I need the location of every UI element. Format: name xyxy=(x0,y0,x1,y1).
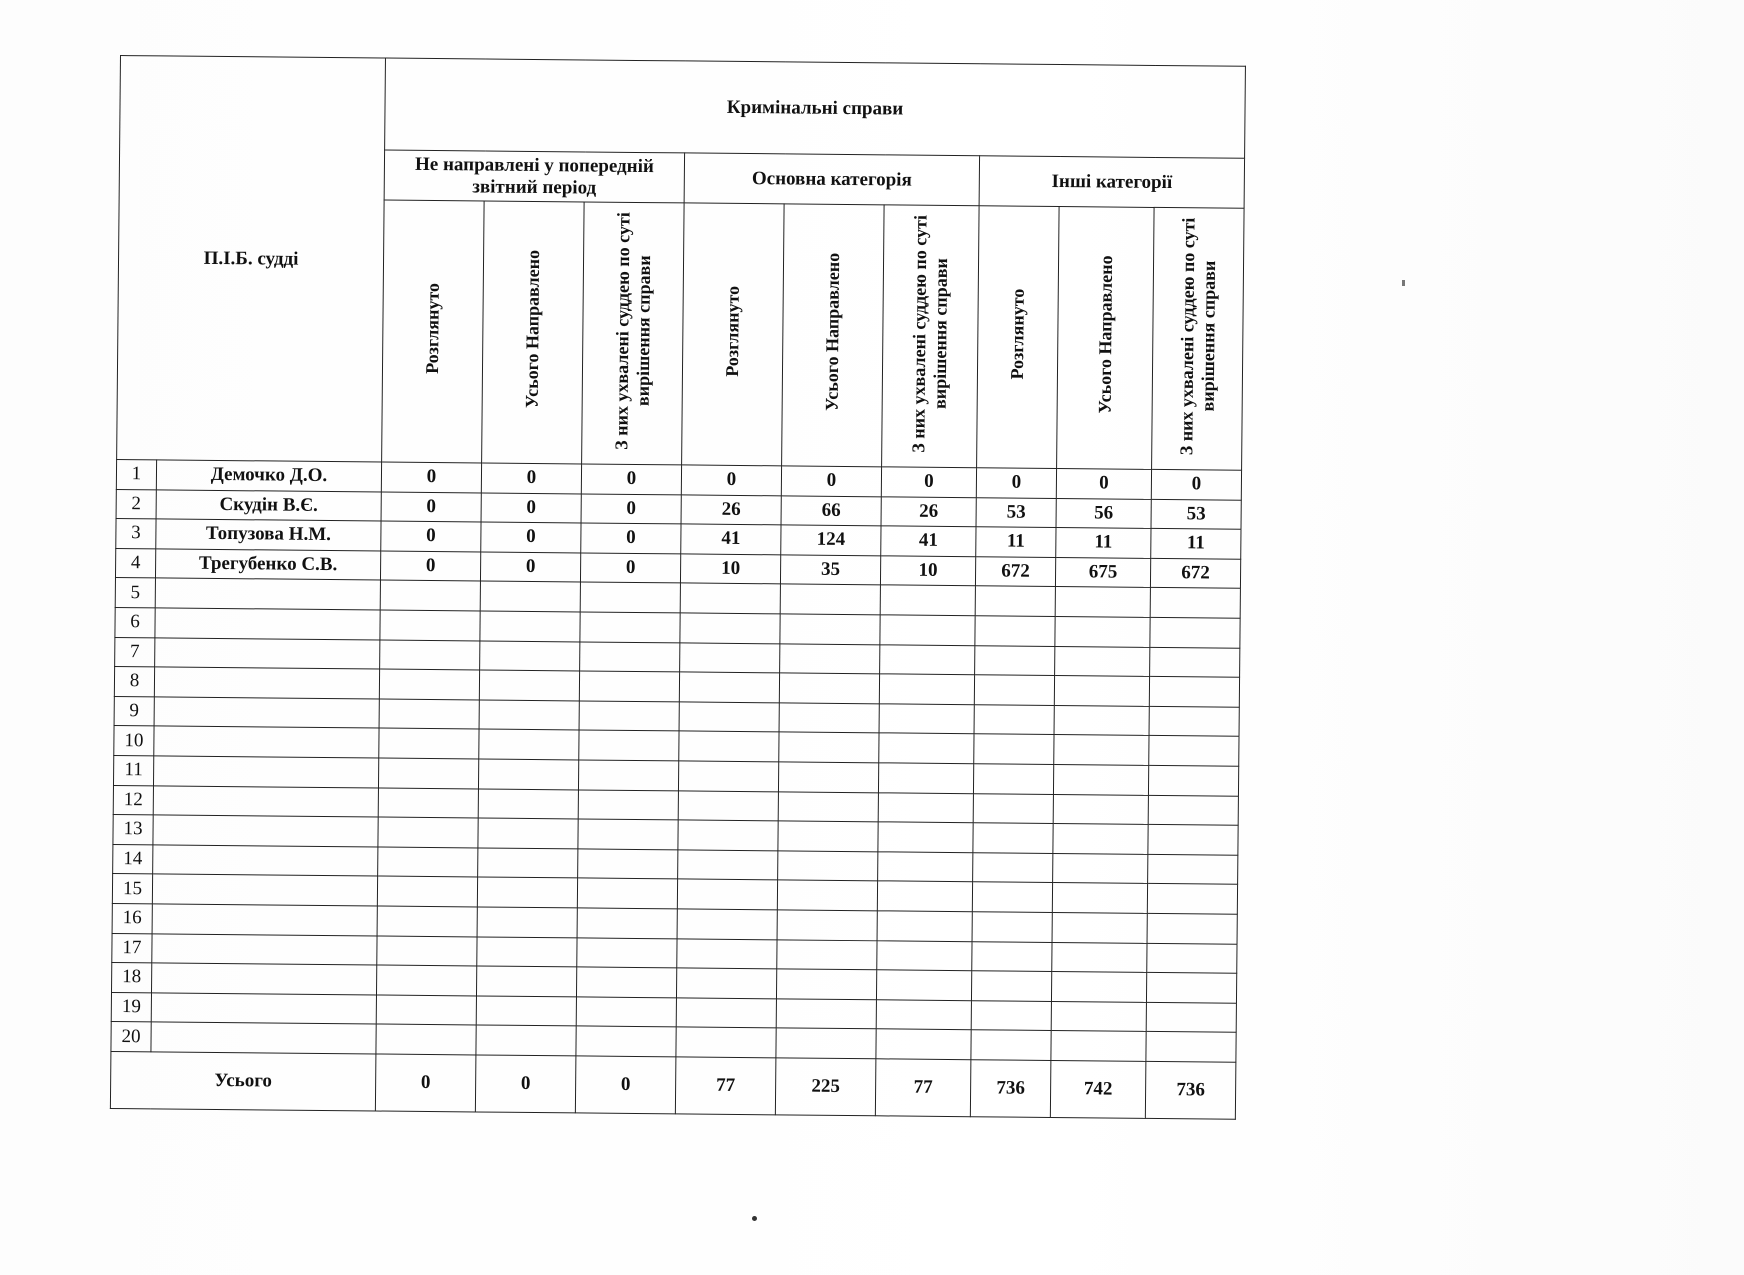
value-cell: 0 xyxy=(480,552,580,583)
value-cell xyxy=(1052,942,1147,973)
value-cell xyxy=(1051,972,1146,1003)
sub-header-label: Усього Направлено xyxy=(821,253,844,412)
value-cell xyxy=(678,790,778,821)
value-cell xyxy=(378,788,478,819)
value-cell xyxy=(974,734,1054,764)
value-cell xyxy=(880,644,975,675)
value-cell: 53 xyxy=(976,497,1056,527)
judge-name-cell xyxy=(152,904,377,936)
value-cell xyxy=(877,881,972,912)
row-index: 5 xyxy=(115,578,155,608)
value-cell: 0 xyxy=(481,493,581,524)
group-header-1: Основна категорія xyxy=(684,153,979,206)
value-cell xyxy=(1148,795,1238,825)
value-cell xyxy=(1149,677,1239,707)
value-cell xyxy=(974,704,1054,734)
value-cell: 0 xyxy=(381,492,481,523)
judge-name-cell xyxy=(152,874,377,906)
row-index: 19 xyxy=(111,992,151,1022)
value-cell xyxy=(1052,883,1147,914)
value-cell xyxy=(779,732,879,763)
value-cell xyxy=(876,1029,971,1060)
value-cell xyxy=(678,850,778,881)
value-cell xyxy=(576,1026,676,1057)
table-body xyxy=(111,459,1242,1062)
value-cell xyxy=(1146,1002,1236,1032)
value-cell xyxy=(676,1027,776,1058)
row-index: 14 xyxy=(113,844,153,874)
value-cell xyxy=(676,998,776,1029)
total-cell: 77 xyxy=(875,1059,971,1117)
judge-name-cell xyxy=(151,993,376,1025)
value-cell xyxy=(973,823,1053,853)
value-cell: 0 xyxy=(681,465,781,496)
value-cell xyxy=(878,822,973,853)
row-index: 17 xyxy=(112,933,152,963)
value-cell xyxy=(780,614,880,645)
value-cell: 0 xyxy=(481,522,581,553)
value-cell xyxy=(971,1030,1051,1060)
value-cell xyxy=(378,847,478,878)
value-cell xyxy=(776,1028,876,1059)
value-cell xyxy=(778,821,878,852)
total-cell: 225 xyxy=(775,1058,876,1116)
judge-name-cell xyxy=(152,933,377,965)
sub-header-reviewed xyxy=(382,200,485,463)
value-cell: 11 xyxy=(1056,528,1151,559)
sub-header-label: Усього Направлено xyxy=(1094,255,1116,415)
row-index: 15 xyxy=(112,874,152,904)
row-index: 20 xyxy=(111,1022,151,1052)
value-cell xyxy=(680,642,780,673)
value-cell xyxy=(879,704,974,735)
sub-header-label: Усього Направлено xyxy=(521,250,544,409)
value-cell xyxy=(1150,588,1240,618)
value-cell xyxy=(1054,676,1149,707)
value-cell xyxy=(1150,647,1240,677)
value-cell xyxy=(476,1025,576,1056)
value-cell xyxy=(380,580,480,611)
value-cell xyxy=(1053,794,1148,825)
value-cell xyxy=(778,762,878,793)
value-cell: 0 xyxy=(581,523,681,554)
value-cell xyxy=(579,730,679,761)
sub-header-label: Розглянуто xyxy=(421,282,443,375)
total-cell: 0 xyxy=(475,1055,576,1113)
scan-speck-mark xyxy=(1402,280,1405,286)
value-cell xyxy=(679,672,779,703)
value-cell xyxy=(878,792,973,823)
value-cell xyxy=(1149,706,1239,736)
value-cell xyxy=(879,733,974,764)
value-cell xyxy=(578,789,678,820)
value-cell xyxy=(676,968,776,999)
judge-name-cell: Скудін В.Є. xyxy=(156,489,381,521)
sub-header-label: З них ухвалені суддею по суті вирішення справи xyxy=(908,214,952,453)
value-cell: 35 xyxy=(780,555,880,586)
value-cell xyxy=(780,584,880,615)
value-cell xyxy=(579,671,679,702)
judge-name-header: П.І.Б. судді xyxy=(117,56,386,463)
value-cell: 0 xyxy=(581,464,681,495)
value-cell xyxy=(777,939,877,970)
value-cell xyxy=(1147,943,1237,973)
row-index: 12 xyxy=(113,785,153,815)
value-cell: 26 xyxy=(881,496,976,527)
value-cell: 0 xyxy=(1151,469,1241,499)
value-cell xyxy=(479,670,579,701)
value-cell xyxy=(376,995,476,1026)
value-cell xyxy=(878,852,973,883)
value-cell xyxy=(1148,765,1238,795)
value-cell xyxy=(880,615,975,646)
value-cell: 0 xyxy=(976,468,1056,498)
value-cell xyxy=(477,936,577,967)
value-cell xyxy=(379,669,479,700)
value-cell: 0 xyxy=(580,553,680,584)
sub-header-sent xyxy=(1057,207,1155,470)
value-cell xyxy=(973,852,1053,882)
total-cell: 736 xyxy=(970,1060,1051,1118)
judge-name-cell: Демочко Д.О. xyxy=(156,460,381,492)
value-cell xyxy=(580,612,680,643)
value-cell: 66 xyxy=(781,495,881,526)
value-cell xyxy=(776,969,876,1000)
judge-name-cell xyxy=(155,608,380,640)
value-cell xyxy=(577,878,677,909)
value-cell xyxy=(878,763,973,794)
sub-header-label: З них ухвалені суддею по суті вирішення справи xyxy=(610,211,654,450)
value-cell xyxy=(972,882,1052,912)
value-cell xyxy=(579,701,679,732)
value-cell xyxy=(677,909,777,940)
judge-name-cell xyxy=(154,726,379,758)
value-cell xyxy=(480,581,580,612)
value-cell xyxy=(1148,854,1238,884)
value-cell xyxy=(1146,972,1236,1002)
value-cell xyxy=(478,818,578,849)
value-cell xyxy=(779,673,879,704)
total-cell: 742 xyxy=(1050,1060,1146,1118)
value-cell xyxy=(877,911,972,942)
value-cell xyxy=(876,970,971,1001)
sub-header-label: Розглянуто xyxy=(1006,288,1028,380)
value-cell xyxy=(377,876,477,907)
value-cell xyxy=(577,908,677,939)
value-cell xyxy=(1055,646,1150,677)
value-cell xyxy=(380,610,480,641)
row-index: 13 xyxy=(113,815,153,845)
value-cell xyxy=(576,997,676,1028)
value-cell xyxy=(880,585,975,616)
value-cell xyxy=(679,702,779,733)
value-cell xyxy=(876,999,971,1030)
row-index: 2 xyxy=(116,489,156,519)
value-cell xyxy=(972,912,1052,942)
sub-header-reviewed xyxy=(977,206,1060,469)
row-index: 7 xyxy=(115,637,155,667)
value-cell xyxy=(776,999,876,1030)
value-cell xyxy=(580,642,680,673)
value-cell xyxy=(680,613,780,644)
sub-header-decided xyxy=(1152,207,1245,470)
value-cell xyxy=(480,641,580,672)
judge-name-cell: Трегубенко С.В. xyxy=(155,549,380,581)
value-cell: 0 xyxy=(781,466,881,497)
value-cell xyxy=(578,760,678,791)
value-cell xyxy=(476,996,576,1027)
row-index: 18 xyxy=(112,963,152,993)
row-index: 9 xyxy=(114,696,154,726)
value-cell xyxy=(975,616,1055,646)
value-cell xyxy=(777,910,877,941)
value-cell: 11 xyxy=(1151,529,1241,559)
value-cell: 41 xyxy=(881,526,976,557)
judge-name-cell xyxy=(152,963,377,995)
group-header-2: Інші категорії xyxy=(979,156,1244,209)
sub-header-label: З них ухвалені суддею по суті вирішення справи xyxy=(1175,216,1219,455)
value-cell: 0 xyxy=(481,463,581,494)
value-cell xyxy=(1051,1031,1146,1062)
value-cell xyxy=(377,936,477,967)
value-cell xyxy=(1053,824,1148,855)
value-cell xyxy=(577,937,677,968)
value-cell: 11 xyxy=(976,527,1056,557)
row-index: 16 xyxy=(112,903,152,933)
judge-name-cell xyxy=(153,845,378,877)
value-cell xyxy=(778,791,878,822)
value-cell xyxy=(680,583,780,614)
value-cell: 10 xyxy=(880,556,975,587)
value-cell: 10 xyxy=(680,554,780,585)
judge-name-cell xyxy=(155,578,380,610)
value-cell: 672 xyxy=(975,557,1055,587)
value-cell xyxy=(379,699,479,730)
value-cell xyxy=(478,759,578,790)
value-cell: 0 xyxy=(581,494,681,525)
value-cell xyxy=(477,907,577,938)
value-cell xyxy=(1054,735,1149,766)
group-header-0: Не направлені у попередній звітний період xyxy=(384,150,684,203)
judge-name-cell xyxy=(153,785,378,817)
value-cell xyxy=(779,703,879,734)
row-index: 10 xyxy=(114,726,154,756)
row-index: 4 xyxy=(115,548,155,578)
value-cell: 56 xyxy=(1056,498,1151,529)
value-cell: 53 xyxy=(1151,499,1241,529)
value-cell xyxy=(1149,736,1239,766)
value-cell xyxy=(975,586,1055,616)
value-cell xyxy=(578,819,678,850)
value-cell xyxy=(971,971,1051,1001)
value-cell xyxy=(1150,617,1240,647)
value-cell xyxy=(1051,1001,1146,1032)
value-cell xyxy=(777,880,877,911)
value-cell xyxy=(379,728,479,759)
value-cell: 0 xyxy=(1056,469,1151,500)
value-cell xyxy=(1147,913,1237,943)
value-cell xyxy=(973,793,1053,823)
row-index: 3 xyxy=(116,519,156,549)
value-cell xyxy=(480,611,580,642)
value-cell xyxy=(378,758,478,789)
sub-header-reviewed xyxy=(682,203,785,466)
value-cell xyxy=(1055,587,1150,618)
value-cell xyxy=(376,1024,476,1055)
value-cell xyxy=(1052,912,1147,943)
sub-header-sent xyxy=(782,204,885,467)
value-cell xyxy=(477,877,577,908)
total-label: Усього xyxy=(110,1051,376,1111)
judge-name-cell xyxy=(153,815,378,847)
value-cell xyxy=(677,938,777,969)
row-index: 6 xyxy=(115,607,155,637)
value-cell: 26 xyxy=(681,495,781,526)
value-cell xyxy=(377,906,477,937)
row-index: 11 xyxy=(113,755,153,785)
value-cell: 672 xyxy=(1150,558,1240,588)
value-cell xyxy=(1053,764,1148,795)
value-cell: 41 xyxy=(681,524,781,555)
value-cell xyxy=(377,965,477,996)
row-index: 1 xyxy=(116,459,156,489)
value-cell xyxy=(1148,825,1238,855)
scan-dot-mark xyxy=(752,1216,757,1221)
total-cell: 0 xyxy=(375,1054,476,1112)
value-cell: 0 xyxy=(881,467,976,498)
value-cell xyxy=(478,789,578,820)
sub-header-decided xyxy=(882,205,980,468)
value-cell xyxy=(975,645,1055,675)
total-cell: 0 xyxy=(575,1056,676,1114)
value-cell xyxy=(380,640,480,671)
value-cell xyxy=(580,582,680,613)
sub-header-sent xyxy=(482,201,585,464)
main-header: Кримінальні справи xyxy=(385,58,1246,158)
value-cell: 0 xyxy=(381,462,481,493)
criminal-cases-table xyxy=(110,55,1246,1120)
judge-name-cell xyxy=(153,756,378,788)
value-cell xyxy=(576,967,676,998)
value-cell xyxy=(974,675,1054,705)
judge-name-cell xyxy=(151,1022,376,1054)
value-cell xyxy=(1054,705,1149,736)
judge-name-cell xyxy=(155,637,380,669)
value-cell xyxy=(778,851,878,882)
value-cell xyxy=(1147,884,1237,914)
total-cell: 77 xyxy=(675,1057,776,1115)
sub-header-decided xyxy=(582,202,685,465)
value-cell xyxy=(378,817,478,848)
value-cell: 124 xyxy=(781,525,881,556)
total-row xyxy=(110,1051,1236,1119)
value-cell xyxy=(678,761,778,792)
value-cell xyxy=(1053,853,1148,884)
value-cell xyxy=(678,820,778,851)
value-cell: 675 xyxy=(1055,557,1150,588)
value-cell xyxy=(971,1000,1051,1030)
value-cell xyxy=(578,849,678,880)
judge-name-cell xyxy=(154,697,379,729)
sub-header-label: Розглянуто xyxy=(721,285,743,377)
value-cell xyxy=(1055,616,1150,647)
judge-name-cell xyxy=(154,667,379,699)
value-cell xyxy=(877,940,972,971)
value-cell xyxy=(679,731,779,762)
value-cell xyxy=(479,729,579,760)
value-cell xyxy=(1146,1032,1236,1062)
total-cell: 736 xyxy=(1145,1061,1236,1119)
value-cell xyxy=(479,700,579,731)
value-cell xyxy=(780,643,880,674)
row-index: 8 xyxy=(114,667,154,697)
value-cell xyxy=(478,848,578,879)
report-table-container xyxy=(110,55,1245,1120)
value-cell xyxy=(879,674,974,705)
value-cell: 0 xyxy=(380,551,480,582)
value-cell xyxy=(677,879,777,910)
value-cell xyxy=(972,941,1052,971)
value-cell: 0 xyxy=(381,521,481,552)
value-cell xyxy=(477,966,577,997)
value-cell xyxy=(973,764,1053,794)
judge-name-cell: Топузова Н.М. xyxy=(156,519,381,551)
